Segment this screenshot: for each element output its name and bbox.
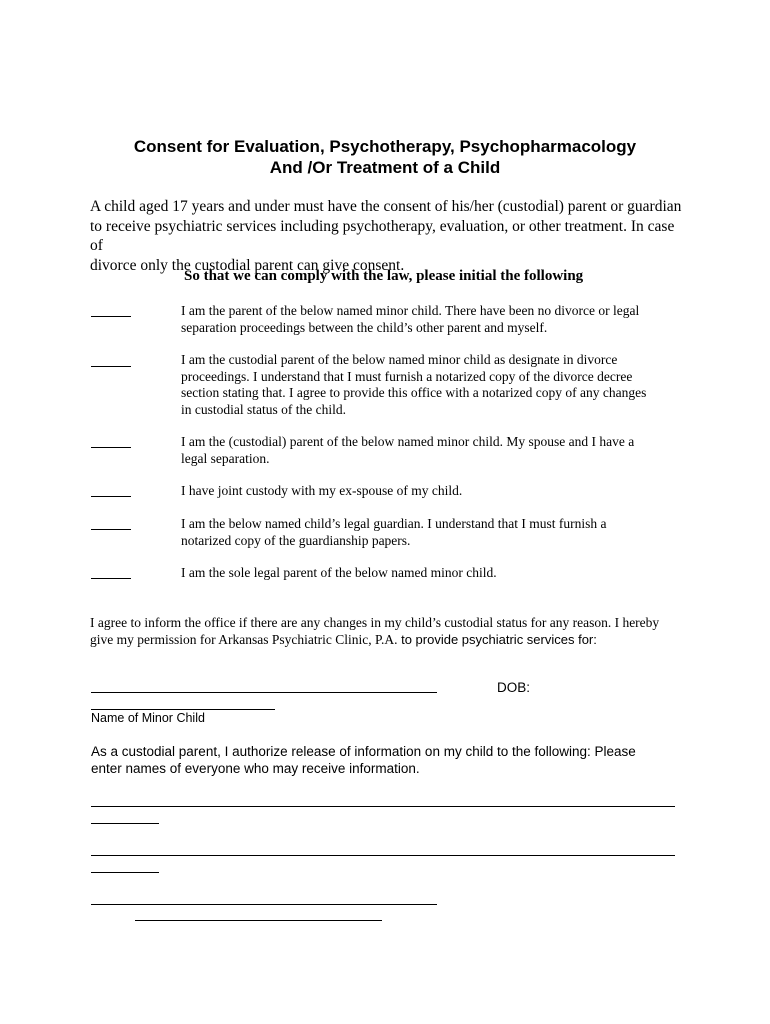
release-paragraph <box>91 743 691 777</box>
statement-line: separation proceedings between the child’s other parent and myself. <box>181 319 548 335</box>
recipient-field-2[interactable] <box>91 855 675 856</box>
initial-field-6[interactable] <box>91 578 131 579</box>
initial-field-2[interactable] <box>91 366 131 367</box>
statement-3 <box>181 434 681 467</box>
statement-line: section stating that. I agree to provide this office with a notarized copy of any changes <box>181 385 647 400</box>
release-line: enter names of everyone who may receive information. <box>91 761 420 776</box>
agreement-clinic-text: give my permission for Arkansas Psychiatric Clinic, P.A. <box>90 632 398 647</box>
statement-line: I have joint custody with my ex-spouse of my child. <box>181 483 463 498</box>
form-title-line-2: And /Or Treatment of a Child <box>269 158 501 177</box>
initial-field-5[interactable] <box>91 529 131 530</box>
agreement-line <box>90 631 690 648</box>
statement-line: in custodial status of the child. <box>181 401 346 417</box>
statement-5 <box>181 516 681 549</box>
minor-name-field[interactable] <box>91 692 437 693</box>
statement-line: I am the parent of the below named minor child. There have been no divorce or legal <box>181 303 640 318</box>
form-title-line-1: Consent for Evaluation, Psychotherapy, Psychopharmacology <box>133 137 637 156</box>
dob-label: DOB: <box>497 680 531 695</box>
statement-line: I am the (custodial) parent of the below named minor child. My spouse and I have a <box>181 434 635 449</box>
initial-field-4[interactable] <box>91 496 131 497</box>
release-line: As a custodial parent, I authorize release of information on my child to the following: Please <box>91 744 636 759</box>
intro-paragraph <box>90 197 690 275</box>
instruction-heading: So that we can comply with the law, please initial the following <box>184 268 584 284</box>
recipient-field-2-continued[interactable] <box>91 872 159 873</box>
statement-line: I am the below named child’s legal guardian. I understand that I must furnish a <box>181 516 607 531</box>
agreement-paragraph <box>90 614 690 648</box>
minor-name-field-continued[interactable] <box>91 709 275 710</box>
signature-field[interactable] <box>91 904 437 905</box>
recipient-field-1[interactable] <box>91 806 675 807</box>
statement-6 <box>181 565 681 582</box>
statement-1 <box>181 303 681 336</box>
statement-line: notarized copy of the guardianship papers. <box>181 532 411 548</box>
intro-line: to receive psychiatric services including psychotherapy, evaluation, or other treatment. In case of <box>90 217 675 254</box>
statement-line: I am the sole legal parent of the below named minor child. <box>181 565 497 580</box>
initial-field-3[interactable] <box>91 447 131 448</box>
intro-line: A child aged 17 years and under must have the consent of his/her (custodial) parent or guardian <box>90 198 682 215</box>
statement-2 <box>181 352 681 418</box>
agreement-line: I agree to inform the office if there are any changes in my child’s custodial status for any reason. I hereby <box>90 615 660 630</box>
intro-line: divorce only the custodial parent can give consent. <box>90 256 405 274</box>
statement-line: legal separation. <box>181 450 270 466</box>
recipient-field-1-continued[interactable] <box>91 823 159 824</box>
statement-4 <box>181 483 681 500</box>
initial-field-1[interactable] <box>91 316 131 317</box>
statement-line: proceedings. I understand that I must furnish a notarized copy of the divorce decree <box>181 368 633 384</box>
statement-line: I am the custodial parent of the below named minor child as designate in divorce <box>181 352 618 367</box>
minor-name-label: Name of Minor Child <box>91 711 205 725</box>
signature-field-continued[interactable] <box>135 920 382 921</box>
agreement-services-text: to provide psychiatric services for: <box>397 632 597 647</box>
